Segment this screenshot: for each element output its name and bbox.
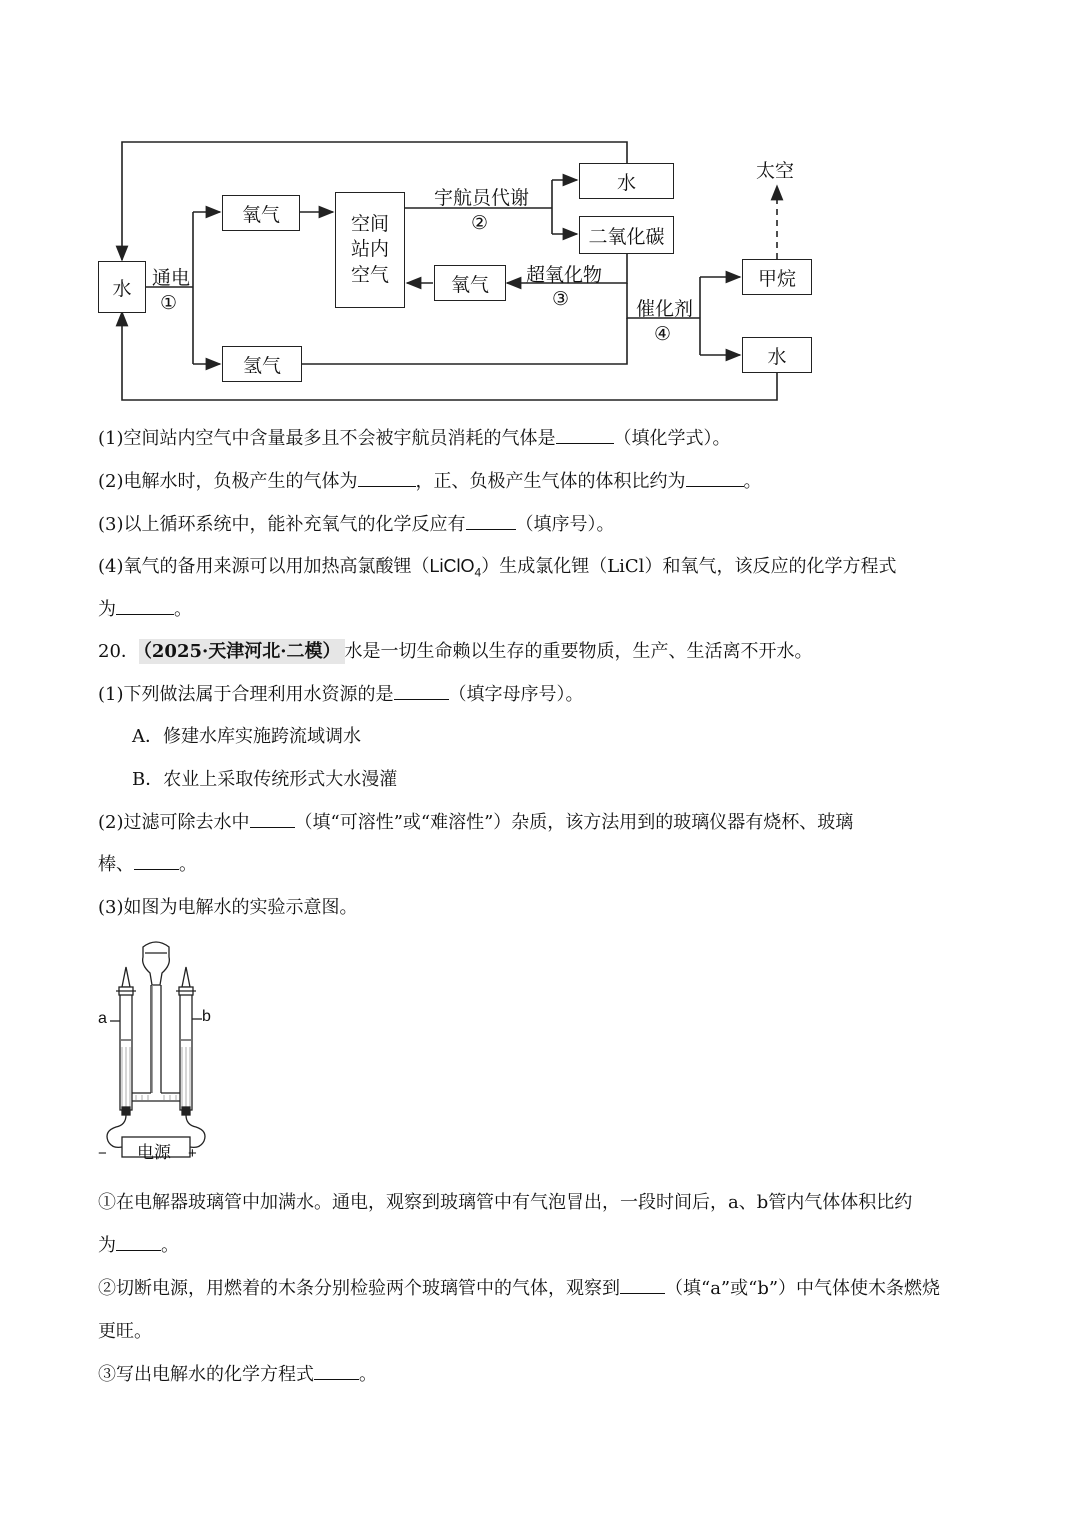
q20-text: 水是一切生命赖以生存的重要物质，生产、生活离不开水。 [344, 641, 813, 662]
q20-2-end: 。 [179, 854, 197, 875]
question-20-2 [98, 808, 853, 834]
answer-blank[interactable] [394, 681, 449, 700]
step3-label: ③ [552, 288, 570, 310]
electrolysis-label: 通电 [152, 267, 191, 289]
question-4 [98, 552, 896, 580]
question-3 [98, 510, 615, 536]
sub-question-1-cont [98, 1231, 179, 1257]
q4-subscript: 4 [474, 565, 482, 580]
sub3-end: 。 [359, 1364, 377, 1385]
negative-terminal-label: − [98, 1145, 107, 1162]
space-label: 太空 [756, 160, 795, 182]
water-box-top-right: 水 [579, 163, 674, 199]
sub-question-2 [98, 1274, 940, 1300]
positive-terminal-label: + [188, 1145, 197, 1162]
question-20-3: (3)如图为电解水的实验示意图。 [98, 897, 358, 918]
superoxide-label: 超氧化物 [526, 264, 603, 286]
q4-end: 。 [174, 599, 192, 620]
lithium-perchlorate-formula [429, 556, 482, 580]
hydrogen-box: 氢气 [222, 346, 302, 382]
answer-blank[interactable] [556, 425, 614, 444]
answer-blank[interactable] [134, 851, 179, 870]
oxygen-box-top: 氧气 [222, 195, 300, 231]
cabin-air-box [335, 192, 405, 308]
sub1-text-a: ①在电解器玻璃管中加满水。通电，观察到玻璃管中有气泡冒出，一段时间后，a、b管内气体体积比约 [98, 1192, 913, 1213]
answer-blank[interactable] [686, 468, 744, 487]
sub-question-1 [98, 1188, 912, 1214]
catalyst-label: 催化剂 [636, 298, 694, 320]
cycle-diagram [0, 0, 1080, 420]
q20-1-text: (1)下列做法属于合理利用水资源的是 [98, 684, 394, 705]
methane-box: 甲烷 [742, 259, 812, 295]
q1-tail: （填化学式）。 [613, 428, 731, 449]
q20-2-text-a: (2)过滤可除去水中 [98, 812, 250, 833]
question-4-cont [98, 595, 192, 621]
option-b: B．农业上采取传统形式大水漫灌 [132, 769, 398, 790]
answer-blank[interactable] [358, 468, 416, 487]
step4-label: ④ [654, 323, 672, 345]
answer-blank[interactable] [466, 511, 516, 530]
oxygen-box-mid: 氧气 [434, 265, 506, 301]
answer-blank[interactable] [250, 809, 295, 828]
q4-formula: LiClO [429, 556, 475, 576]
tube-a-label: a [98, 1010, 107, 1027]
answer-blank[interactable] [620, 1275, 665, 1294]
q2-text-c: 。 [743, 471, 762, 492]
sub-question-2-cont: 更旺。 [98, 1321, 152, 1342]
answer-blank[interactable] [116, 1232, 161, 1251]
sub2-text-a: ②切断电源，用燃着的木条分别检验两个玻璃管中的气体，观察到 [98, 1278, 620, 1299]
question-20 [98, 637, 813, 663]
metabolism-label: 宇航员代谢 [434, 187, 530, 209]
sub1-end: 。 [161, 1235, 179, 1256]
answer-blank[interactable] [116, 596, 174, 615]
q20-2-text-c: 棒、 [98, 854, 134, 875]
source-tag: （2025·天津河北·二模） [139, 639, 345, 664]
q4-text-c: 为 [98, 599, 116, 620]
q20-1-tail: （填字母序号）。 [448, 684, 584, 705]
tube-b-label: b [202, 1008, 211, 1025]
q20-2-text-b: （填“可溶性”或“难溶性”）杂质，该方法用到的玻璃仪器有烧杯、玻璃 [294, 812, 854, 833]
question-1 [98, 424, 731, 450]
question-20-1 [98, 680, 584, 706]
q2-text-b: ，正、负极产生气体的体积比约为 [415, 471, 686, 492]
water-box-bottom-right: 水 [742, 337, 812, 373]
question-2 [98, 467, 762, 493]
electrolysis-apparatus [96, 935, 216, 1165]
q4-text-a: (4)氧气的备用来源可以用加热高氯酸锂（ [98, 556, 430, 577]
sub-question-3 [98, 1360, 377, 1386]
q2-text-a: (2)电解水时，负极产生的气体为 [98, 471, 358, 492]
step1-label: ① [160, 292, 178, 314]
sub3-text: ③写出电解水的化学方程式 [98, 1364, 314, 1385]
co2-box: 二氧化碳 [579, 216, 674, 254]
q1-text: (1)空间站内空气中含量最多且不会被宇航员消耗的气体是 [98, 428, 556, 449]
q3-text: (3)以上循环系统中，能补充氧气的化学反应有 [98, 514, 466, 535]
sub2-text-b: （填“a”或“b”）中气体使木条燃烧 [665, 1278, 941, 1299]
power-source-label: 电源 [137, 1143, 171, 1163]
option-a: A．修建水库实施跨流域调水 [132, 726, 361, 747]
step2-label: ② [471, 212, 489, 234]
q4-text-b: ）生成氯化锂（LiCl）和氧气，该反应的化学方程式 [481, 556, 897, 577]
cabin-air-label: 空间站内空气 [350, 212, 389, 286]
question-20-2-cont [98, 850, 197, 876]
answer-blank[interactable] [314, 1361, 359, 1380]
sub1-text-b: 为 [98, 1235, 116, 1256]
water-box-left: 水 [98, 261, 146, 313]
q20-number: 20． [98, 641, 139, 662]
q3-tail: （填序号）。 [515, 514, 615, 535]
